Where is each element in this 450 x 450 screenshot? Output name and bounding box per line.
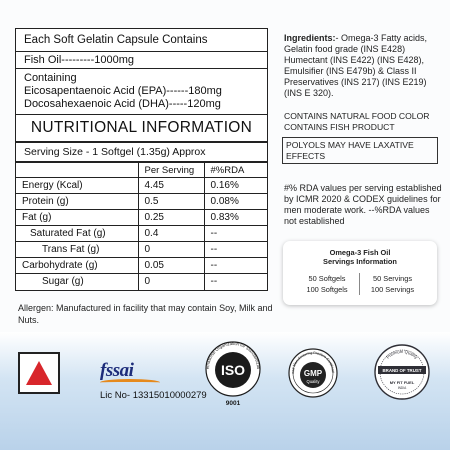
brand-country: INDIA: [397, 386, 407, 390]
serving-size: Serving Size - 1 Softgel (1.35g) Approx: [16, 143, 267, 162]
per-serving-value: 0: [138, 274, 204, 290]
rda-value: --: [204, 274, 267, 290]
table-header-cell: #%RDA: [204, 163, 267, 178]
brand-name: MY FIT FUEL: [389, 380, 415, 385]
allergen-note: Allergen: Manufactured in facility that may contain Soy, Milk and Nuts.: [18, 303, 273, 325]
nutrient-name: Trans Fat (g): [16, 242, 138, 258]
dha-line: Docosahexaenoic Acid (DHA)-----120mg: [24, 98, 221, 110]
table-row: [16, 274, 267, 290]
table-row: [16, 258, 267, 274]
nutrient-name: Protein (g): [16, 194, 138, 210]
ingredients-block: [284, 33, 444, 99]
nutrient-name: Carbohydrate (g): [16, 258, 138, 274]
servings-title: [283, 241, 437, 266]
fssai-swoosh-icon: [100, 379, 160, 386]
nutrition-title: NUTRITIONAL INFORMATION: [16, 115, 267, 143]
nutrient-name: Fat (g): [16, 210, 138, 226]
fssai-wordmark: fssai: [100, 360, 134, 381]
servings-title-line2: Servings Information: [323, 257, 397, 266]
table-row: [16, 242, 267, 258]
iso-badge: [203, 337, 263, 409]
serving-count: 100 Servings: [370, 285, 415, 294]
brand-of-trust-badge: [374, 344, 430, 400]
table-header-row: [16, 163, 267, 178]
nutrition-table: [16, 162, 267, 290]
table-row: [16, 178, 267, 194]
ingredients-text: - Omega-3 Fatty acids, Gelatin food grade (INS E428) Humectant (INS E422) (INS E428), Emulsifier (INS E479b) & Class II Preservatives (INS 217) (INS E219) (INS E 320).: [284, 33, 428, 98]
nutrient-name: Sugar (g): [16, 274, 138, 290]
rda-value: --: [204, 258, 267, 274]
containing-block: [16, 69, 267, 115]
brand-top-text: Premium Quality: [385, 348, 419, 360]
gmp-sub: Quality: [306, 379, 320, 384]
containing-label: Containing: [24, 72, 77, 84]
iso-ring-text: ernational Organization for Standardizati: [204, 340, 262, 370]
servings-grid: [295, 273, 425, 295]
nutrition-facts-box: [15, 28, 268, 291]
servings-title-line1: Omega-3 Fish Oil: [329, 248, 391, 257]
fish-oil-line: Fish Oil---------1000mg: [16, 52, 267, 69]
table-row: [16, 226, 267, 242]
serving-count: 50 Servings: [372, 274, 413, 283]
iso-text: ISO: [220, 362, 246, 378]
facts-table-wrap: [16, 162, 267, 290]
rda-value: --: [204, 242, 267, 258]
fssai-logo: [100, 360, 190, 390]
per-serving-value: 0: [138, 242, 204, 258]
rda-note: #% RDA values per serving established by ICMR 2020 & CODEX guidelines for men moderate work. --%RDA values not established: [284, 183, 442, 226]
rda-value: --: [204, 226, 267, 242]
gmp-ring-text: ood Manufacturing Practice Certificati: [290, 350, 336, 374]
nutrient-name: Energy (Kcal): [16, 178, 138, 194]
polyols-warning: POLYOLS MAY HAVE LAXATIVE EFFECTS: [282, 137, 438, 164]
per-serving-value: 0.25: [138, 210, 204, 226]
gmp-badge: [288, 348, 338, 398]
iso-number: 9001: [225, 400, 241, 407]
contains-note: CONTAINS NATURAL FOOD COLOR CONTAINS FISH PRODUCT: [284, 111, 430, 132]
rda-value: 0.83%: [204, 210, 267, 226]
brand-ribbon-text: BRAND OF TRUST: [382, 368, 422, 373]
softgel-count: 50 Softgels: [295, 273, 360, 284]
table-header-cell: Per Serving: [138, 163, 204, 178]
gmp-text: GMP: [303, 369, 323, 378]
nutrient-name: Saturated Fat (g): [16, 226, 138, 242]
license-number: Lic No- 13315010000279: [100, 390, 207, 401]
servings-info-card: [283, 241, 437, 305]
table-row: [16, 194, 267, 210]
ingredients-label: Ingredients:: [284, 33, 336, 43]
per-serving-value: 0.05: [138, 258, 204, 274]
table-header-cell: [16, 163, 138, 178]
non-veg-symbol-icon: [18, 352, 60, 394]
per-serving-value: 0.4: [138, 226, 204, 242]
rda-value: 0.16%: [204, 178, 267, 194]
rda-value: 0.08%: [204, 194, 267, 210]
per-serving-value: 0.5: [138, 194, 204, 210]
capsule-header: Each Soft Gelatin Capsule Contains: [16, 29, 267, 52]
epa-line: Eicosapentaenoic Acid (EPA)------180mg: [24, 85, 222, 97]
softgel-count: 100 Softgels: [295, 284, 360, 295]
table-row: [16, 210, 267, 226]
per-serving-value: 4.45: [138, 178, 204, 194]
